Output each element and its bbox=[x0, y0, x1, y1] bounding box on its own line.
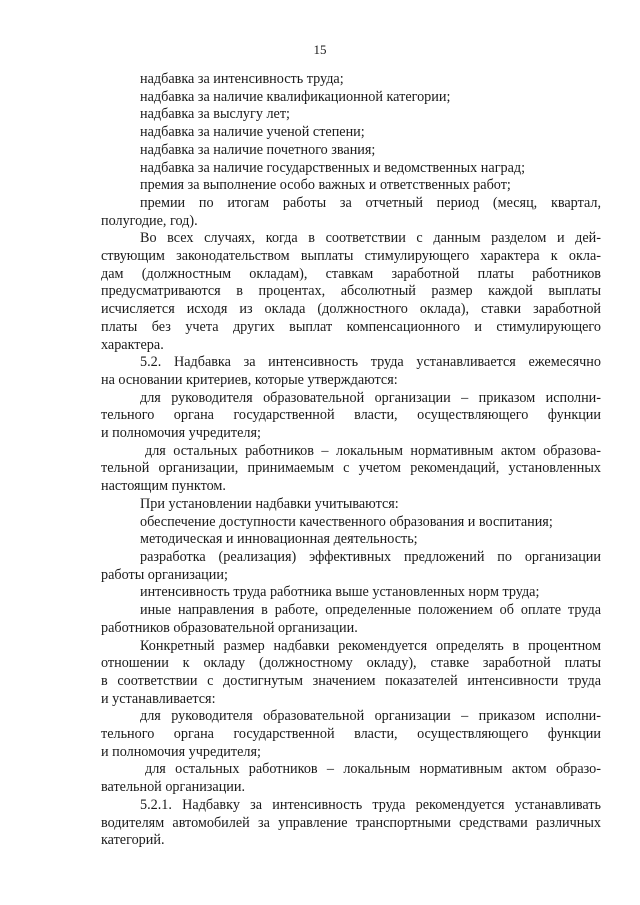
text-line: характера. bbox=[101, 336, 164, 353]
text-line: для остальных работников – локальным нормативным актом образова- bbox=[145, 442, 601, 459]
text-line: Конкретный размер надбавки рекомендуется определять в процентном bbox=[140, 637, 601, 654]
text-line: надбавка за наличие почетного звания; bbox=[140, 141, 376, 158]
text-line: отношении к окладу (должностному окладу), ставке заработной платы bbox=[101, 655, 601, 672]
text-line: настоящим пунктом. bbox=[101, 478, 226, 495]
text-line: и устанавливается: bbox=[101, 690, 216, 707]
text-line: для руководителя образовательной организации – приказом исполни- bbox=[140, 389, 601, 406]
text-line: надбавка за наличие квалификационной категории; bbox=[140, 88, 451, 105]
text-line: При установлении надбавки учитываются: bbox=[140, 495, 399, 512]
text-line: на основании критериев, которые утверждаются: bbox=[101, 371, 398, 388]
text-line: платы без учета других выплат компенсационного и стимулирующего bbox=[101, 318, 601, 335]
text-line: полугодие, год). bbox=[101, 212, 198, 229]
text-line: Во всех случаях, когда в соответствии с данным разделом и дей- bbox=[140, 230, 601, 247]
text-line: методическая и инновационная деятельность; bbox=[140, 531, 418, 548]
text-line: разработка (реализация) эффективных предложений по организации bbox=[140, 548, 601, 565]
text-line: тельной организации, принимаемым с учетом рекомендаций, установленных bbox=[101, 460, 601, 477]
text-line: надбавка за интенсивность труда; bbox=[140, 71, 344, 87]
text-line: вательной организации. bbox=[101, 779, 246, 796]
text-line: иные направления в работе, определенные положением об оплате труда bbox=[140, 602, 601, 619]
text-line: премия за выполнение особо важных и ответственных работ; bbox=[140, 177, 511, 194]
text-line: предусматриваются в процентах, абсолютный размер каждой выплаты bbox=[101, 283, 601, 300]
text-line: работы организации; bbox=[101, 566, 228, 583]
text-line: и полномочия учредителя; bbox=[101, 425, 261, 442]
text-line: 5.2. Надбавка за интенсивность труда устанавливается ежемесячно bbox=[140, 354, 601, 371]
text-line: тельного органа государственной власти, осуществляющего функции bbox=[101, 407, 601, 424]
text-line: и полномочия учредителя; bbox=[101, 743, 261, 760]
text-line: ствующим законодательством выплаты стимулирующего характера к окла- bbox=[101, 248, 601, 265]
text-line: надбавка за выслугу лет; bbox=[140, 106, 290, 123]
text-line: премии по итогам работы за отчетный период (месяц, квартал, bbox=[140, 194, 601, 211]
text-line: надбавка за наличие государственных и ведомственных наград; bbox=[140, 159, 526, 176]
text-line: работников образовательной организации. bbox=[101, 619, 358, 636]
text-line: 5.2.1. Надбавку за интенсивность труда рекомендуется устанавливать bbox=[140, 796, 601, 813]
text-line: обеспечение доступности качественного образования и воспитания; bbox=[140, 513, 553, 530]
text-line: интенсивность труда работника выше установленных норм труда; bbox=[140, 584, 540, 601]
text-line: дам (должностным окладам), ставкам заработной платы работников bbox=[101, 265, 601, 282]
page-number: 15 bbox=[313, 42, 327, 57]
document-body bbox=[101, 71, 601, 850]
text-line: для остальных работников – локальным нормативным актом образо- bbox=[145, 761, 601, 778]
text-line: водителям автомобилей за управление транспортными средствами различных bbox=[101, 814, 601, 831]
text-line: надбавка за наличие ученой степени; bbox=[140, 124, 365, 141]
text-line: в соответствии с достигнутым значением показателей интенсивности труда bbox=[101, 672, 601, 689]
text-line: для руководителя образовательной организации – приказом исполни- bbox=[140, 708, 601, 725]
text-line: категорий. bbox=[101, 832, 165, 849]
text-line: тельного органа государственной власти, осуществляющего функции bbox=[101, 726, 601, 743]
text-line: исчисляется исходя из оклада (должностного оклада), ставки заработной bbox=[101, 301, 601, 318]
